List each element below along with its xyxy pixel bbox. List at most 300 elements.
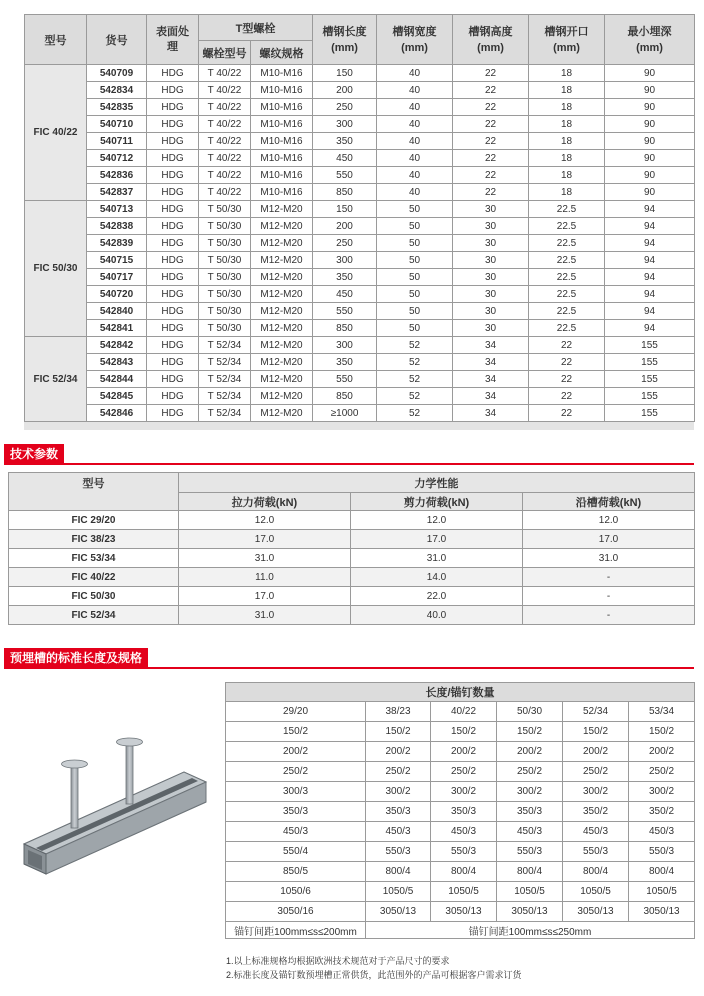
opening-cell: 18 [529,82,605,99]
shear-cell: 17.0 [351,530,523,549]
length-cell: 250/2 [366,762,431,782]
note-1: 1.以上标准规格均根据欧洲技术规范对于产品尺寸的要求 [226,956,450,966]
width-cell: 50 [377,303,453,320]
length-cell: 250/2 [431,762,497,782]
tensile-cell: 31.0 [179,549,351,568]
header-height-label: 槽钢高度 [468,25,513,38]
length-cell: 200 [313,82,377,99]
column-label: 53/34 [629,702,695,722]
table-row [25,65,695,82]
column-label: 52/34 [563,702,629,722]
header-surface-line1: 表面处 [156,25,189,38]
surface-cell: HDG [147,218,199,235]
item-no-cell: 542837 [87,184,147,201]
length-cell: 1050/6 [226,882,366,902]
height-cell: 34 [453,354,529,371]
item-no-cell: 540712 [87,150,147,167]
length-cell: 800/4 [366,862,431,882]
item-no-cell: 542835 [87,99,147,116]
length-table-header: 长度/锚钉数量 [226,683,695,702]
length-cell: 350/2 [563,802,629,822]
bolt-model-cell: T 40/22 [199,150,251,167]
item-no-cell: 542838 [87,218,147,235]
table-row [25,150,695,167]
table-row [25,201,695,218]
bolt-model-cell: T 40/22 [199,184,251,201]
length-cell: 200/2 [563,742,629,762]
table-row [9,549,695,568]
surface-cell: HDG [147,320,199,337]
bolt-model-cell: T 40/22 [199,133,251,150]
column-label: 50/30 [497,702,563,722]
length-cell: 3050/13 [366,902,431,922]
table-row [25,371,695,388]
table-row [25,133,695,150]
bolt-model-cell: T 50/30 [199,320,251,337]
depth-cell: 94 [605,218,695,235]
length-cell: 450/3 [431,822,497,842]
height-cell: 30 [453,235,529,252]
table-row [226,782,695,802]
length-section-title: 预埋槽的标准长度及规格 [4,648,148,668]
bolt-model-cell: T 50/30 [199,201,251,218]
opening-cell: 22 [529,337,605,354]
bolt-thread-cell: M10-M16 [251,65,313,82]
surface-cell: HDG [147,371,199,388]
along-cell: - [523,587,695,606]
surface-cell: HDG [147,82,199,99]
depth-cell: 94 [605,303,695,320]
bolt-thread-cell: M12-M20 [251,371,313,388]
bolt-model-cell: T 40/22 [199,116,251,133]
opening-cell: 22 [529,388,605,405]
length-cell: 300/2 [431,782,497,802]
height-cell: 22 [453,167,529,184]
depth-cell: 90 [605,116,695,133]
length-cell: 1050/5 [563,882,629,902]
length-cell: 550/3 [431,842,497,862]
table-row [226,802,695,822]
bolt-model-cell: T 52/34 [199,405,251,422]
bolt-thread-cell: M12-M20 [251,252,313,269]
length-cell: 450/3 [226,822,366,842]
surface-cell: HDG [147,116,199,133]
depth-cell: 90 [605,184,695,201]
along-cell: - [523,606,695,625]
item-no-cell: 540710 [87,116,147,133]
bolt-thread-cell: M12-M20 [251,337,313,354]
item-no-cell: 542834 [87,82,147,99]
table-row [226,842,695,862]
opening-cell: 22.5 [529,252,605,269]
header-surface [147,15,199,65]
model-cell: FIC 52/34 [9,606,179,625]
surface-cell: HDG [147,65,199,82]
length-cell: 1050/5 [629,882,695,902]
table-row [25,320,695,337]
length-cell: 850 [313,320,377,337]
header-depth-label: 最小埋深 [627,25,672,38]
item-no-cell: 542844 [87,371,147,388]
bolt-thread-cell: M12-M20 [251,405,313,422]
table-row [25,405,695,422]
spec-table-body [25,65,695,422]
length-cell: 250/2 [226,762,366,782]
header-height [453,15,529,65]
table-row [9,587,695,606]
length-cell: 200/2 [497,742,563,762]
length-cell: 350/3 [366,802,431,822]
section-rule [4,463,694,465]
bolt-model-cell: T 40/22 [199,65,251,82]
height-cell: 30 [453,320,529,337]
shear-cell: 40.0 [351,606,523,625]
table-row [25,252,695,269]
length-cell: 350/3 [226,802,366,822]
header-surface-line2: 理 [167,40,178,53]
bolt-model-cell: T 52/34 [199,371,251,388]
table-row [25,388,695,405]
length-cell: 350/3 [431,802,497,822]
bolt-thread-cell: M12-M20 [251,201,313,218]
surface-cell: HDG [147,184,199,201]
width-cell: 50 [377,269,453,286]
opening-cell: 18 [529,116,605,133]
header-width-unit: (mm) [401,41,428,54]
bolt-thread-cell: M12-M20 [251,320,313,337]
header-width-label: 槽钢宽度 [392,25,437,38]
depth-cell: 155 [605,354,695,371]
length-cell: 3050/16 [226,902,366,922]
length-cell: 550 [313,371,377,388]
shear-cell: 12.0 [351,511,523,530]
height-cell: 34 [453,405,529,422]
height-cell: 22 [453,99,529,116]
tech-header-tensile: 拉力荷载(kN) [179,493,351,511]
length-cell: 300 [313,116,377,133]
surface-cell: HDG [147,252,199,269]
surface-cell: HDG [147,133,199,150]
table-row [25,354,695,371]
bolt-thread-cell: M12-M20 [251,354,313,371]
opening-cell: 22 [529,371,605,388]
height-cell: 34 [453,371,529,388]
opening-cell: 22.5 [529,286,605,303]
table-row [25,337,695,354]
depth-cell: 94 [605,235,695,252]
length-cell: 150/2 [563,722,629,742]
bolt-model-cell: T 50/30 [199,218,251,235]
surface-cell: HDG [147,201,199,218]
table-row [25,218,695,235]
length-cell: 1050/5 [431,882,497,902]
length-cell: 250/2 [629,762,695,782]
depth-cell: 90 [605,167,695,184]
item-no-cell: 542842 [87,337,147,354]
bolt-model-cell: T 52/34 [199,337,251,354]
bolt-thread-cell: M10-M16 [251,99,313,116]
header-model: 型号 [25,15,87,65]
tech-table-body [9,511,695,625]
table-row [25,99,695,116]
width-cell: 40 [377,116,453,133]
header-length-unit: (mm) [331,41,358,54]
tensile-cell: 12.0 [179,511,351,530]
bolt-thread-cell: M10-M16 [251,150,313,167]
opening-cell: 22.5 [529,201,605,218]
length-cell: 550/4 [226,842,366,862]
table-row [226,862,695,882]
table-row [25,167,695,184]
opening-cell: 22 [529,405,605,422]
column-label: 40/22 [431,702,497,722]
depth-cell: 94 [605,252,695,269]
length-cell: 150/2 [497,722,563,742]
length-cell: 150/2 [431,722,497,742]
length-cell: 550/3 [497,842,563,862]
opening-cell: 18 [529,133,605,150]
table-row [25,286,695,303]
model-cell: FIC 40/22 [9,568,179,587]
depth-cell: 94 [605,320,695,337]
length-cell: 450/3 [563,822,629,842]
bolt-model-cell: T 40/22 [199,82,251,99]
header-bolt: T型螺栓 [199,15,313,41]
length-cell: 200 [313,218,377,235]
header-length [313,15,377,65]
shear-cell: 14.0 [351,568,523,587]
surface-cell: HDG [147,167,199,184]
bolt-model-cell: T 52/34 [199,388,251,405]
length-cell: 850 [313,184,377,201]
length-cell: 3050/13 [563,902,629,922]
depth-cell: 94 [605,201,695,218]
surface-cell: HDG [147,150,199,167]
column-label: 29/20 [226,702,366,722]
header-width [377,15,453,65]
header-depth [605,15,695,65]
length-cell: 150 [313,65,377,82]
depth-cell: 90 [605,133,695,150]
surface-cell: HDG [147,269,199,286]
height-cell: 30 [453,201,529,218]
length-cell: 200/2 [366,742,431,762]
table-row [226,762,695,782]
header-bolt-model: 螺栓型号 [199,41,251,65]
height-cell: 30 [453,252,529,269]
notes [226,954,696,982]
model-cell: FIC 40/22 [25,65,87,201]
height-cell: 22 [453,116,529,133]
tech-section-title: 技术参数 [4,444,64,464]
model-cell: FIC 52/34 [25,337,87,422]
table-row [9,511,695,530]
width-cell: 50 [377,218,453,235]
bolt-thread-cell: M12-M20 [251,303,313,320]
column-label: 38/23 [366,702,431,722]
length-cell: 300/2 [366,782,431,802]
height-cell: 30 [453,303,529,320]
width-cell: 40 [377,167,453,184]
tech-section-header [4,444,694,466]
item-no-cell: 542836 [87,167,147,184]
along-cell: - [523,568,695,587]
column-header-row [226,702,695,722]
opening-cell: 22.5 [529,303,605,320]
model-cell: FIC 53/34 [9,549,179,568]
item-no-cell: 542841 [87,320,147,337]
length-cell: 300 [313,252,377,269]
length-cell: 150/2 [366,722,431,742]
width-cell: 52 [377,337,453,354]
length-cell: 350 [313,354,377,371]
width-cell: 50 [377,320,453,337]
bolt-thread-cell: M12-M20 [251,218,313,235]
length-cell: 800/4 [629,862,695,882]
item-no-cell: 540715 [87,252,147,269]
length-cell: 200/2 [226,742,366,762]
length-cell: 550 [313,303,377,320]
bolt-model-cell: T 50/30 [199,303,251,320]
length-cell: 550/3 [629,842,695,862]
bolt-thread-cell: M10-M16 [251,82,313,99]
width-cell: 52 [377,371,453,388]
item-no-cell: 542845 [87,388,147,405]
height-cell: 34 [453,337,529,354]
width-cell: 50 [377,235,453,252]
along-cell: 17.0 [523,530,695,549]
opening-cell: 22.5 [529,218,605,235]
opening-cell: 22.5 [529,320,605,337]
table-row [226,902,695,922]
width-cell: 40 [377,65,453,82]
depth-cell: 90 [605,65,695,82]
bolt-model-cell: T 40/22 [199,99,251,116]
opening-cell: 22 [529,354,605,371]
width-cell: 40 [377,150,453,167]
table-row [226,822,695,842]
length-table-body [226,702,695,939]
bolt-model-cell: T 50/30 [199,252,251,269]
table-row [9,530,695,549]
length-cell: 800/4 [563,862,629,882]
length-cell: 250/2 [563,762,629,782]
depth-cell: 90 [605,82,695,99]
length-cell: 300/2 [629,782,695,802]
length-cell: 850/5 [226,862,366,882]
width-cell: 52 [377,388,453,405]
opening-cell: 18 [529,167,605,184]
opening-cell: 22.5 [529,235,605,252]
width-cell: 40 [377,99,453,116]
header-opening-unit: (mm) [553,41,580,54]
length-cell: 3050/13 [497,902,563,922]
table-row [25,184,695,201]
bolt-model-cell: T 52/34 [199,354,251,371]
model-cell: FIC 50/30 [9,587,179,606]
width-cell: 52 [377,354,453,371]
table-row [25,303,695,320]
bolt-model-cell: T 40/22 [199,167,251,184]
header-length-label: 槽钢长度 [322,25,367,38]
table-row [9,568,695,587]
spacing-left: 锚钉间距100mm≤s≤200mm [226,922,366,939]
bolt-model-cell: T 50/30 [199,286,251,303]
length-cell: 1050/5 [366,882,431,902]
height-cell: 34 [453,388,529,405]
height-cell: 22 [453,184,529,201]
length-cell: 800/4 [431,862,497,882]
surface-cell: HDG [147,354,199,371]
bolt-thread-cell: M10-M16 [251,116,313,133]
height-cell: 22 [453,82,529,99]
note-2: 2.标准长度及锚钉数预埋槽正常供货，此范围外的产品可根据客户需求订货 [226,970,522,980]
table-row [25,235,695,252]
length-cell: 350 [313,269,377,286]
length-cell: 850 [313,388,377,405]
spec-table [24,14,695,422]
length-cell: 550/3 [366,842,431,862]
table-row [25,82,695,99]
header-bolt-thread: 螺纹规格 [251,41,313,65]
header-depth-unit: (mm) [636,41,663,54]
tech-header-model: 型号 [9,473,179,511]
tensile-cell: 31.0 [179,606,351,625]
surface-cell: HDG [147,286,199,303]
surface-cell: HDG [147,337,199,354]
length-section-header [4,648,694,670]
item-no-cell: 542843 [87,354,147,371]
length-cell: 550 [313,167,377,184]
surface-cell: HDG [147,303,199,320]
depth-cell: 90 [605,150,695,167]
width-cell: 50 [377,286,453,303]
depth-cell: 90 [605,99,695,116]
item-no-cell: 540711 [87,133,147,150]
length-cell: 250 [313,99,377,116]
depth-cell: 94 [605,286,695,303]
model-cell: FIC 38/23 [9,530,179,549]
item-no-cell: 542839 [87,235,147,252]
surface-cell: HDG [147,235,199,252]
width-cell: 50 [377,201,453,218]
model-cell: FIC 50/30 [25,201,87,337]
length-table [225,682,695,939]
table-row [226,882,695,902]
bolt-model-cell: T 50/30 [199,269,251,286]
header-height-unit: (mm) [477,41,504,54]
tech-header-shear: 剪力荷载(kN) [351,493,523,511]
opening-cell: 18 [529,184,605,201]
length-cell: 300/3 [226,782,366,802]
tensile-cell: 11.0 [179,568,351,587]
surface-cell: HDG [147,99,199,116]
height-cell: 22 [453,133,529,150]
length-cell: 350 [313,133,377,150]
bolt-thread-cell: M12-M20 [251,388,313,405]
height-cell: 22 [453,150,529,167]
height-cell: 30 [453,218,529,235]
bolt-thread-cell: M12-M20 [251,235,313,252]
length-cell: 1050/5 [497,882,563,902]
width-cell: 40 [377,133,453,150]
item-no-cell: 542840 [87,303,147,320]
length-cell: 550/3 [563,842,629,862]
length-cell: 350/3 [497,802,563,822]
bolt-thread-cell: M10-M16 [251,167,313,184]
length-cell: 450/3 [366,822,431,842]
length-cell: 3050/13 [431,902,497,922]
